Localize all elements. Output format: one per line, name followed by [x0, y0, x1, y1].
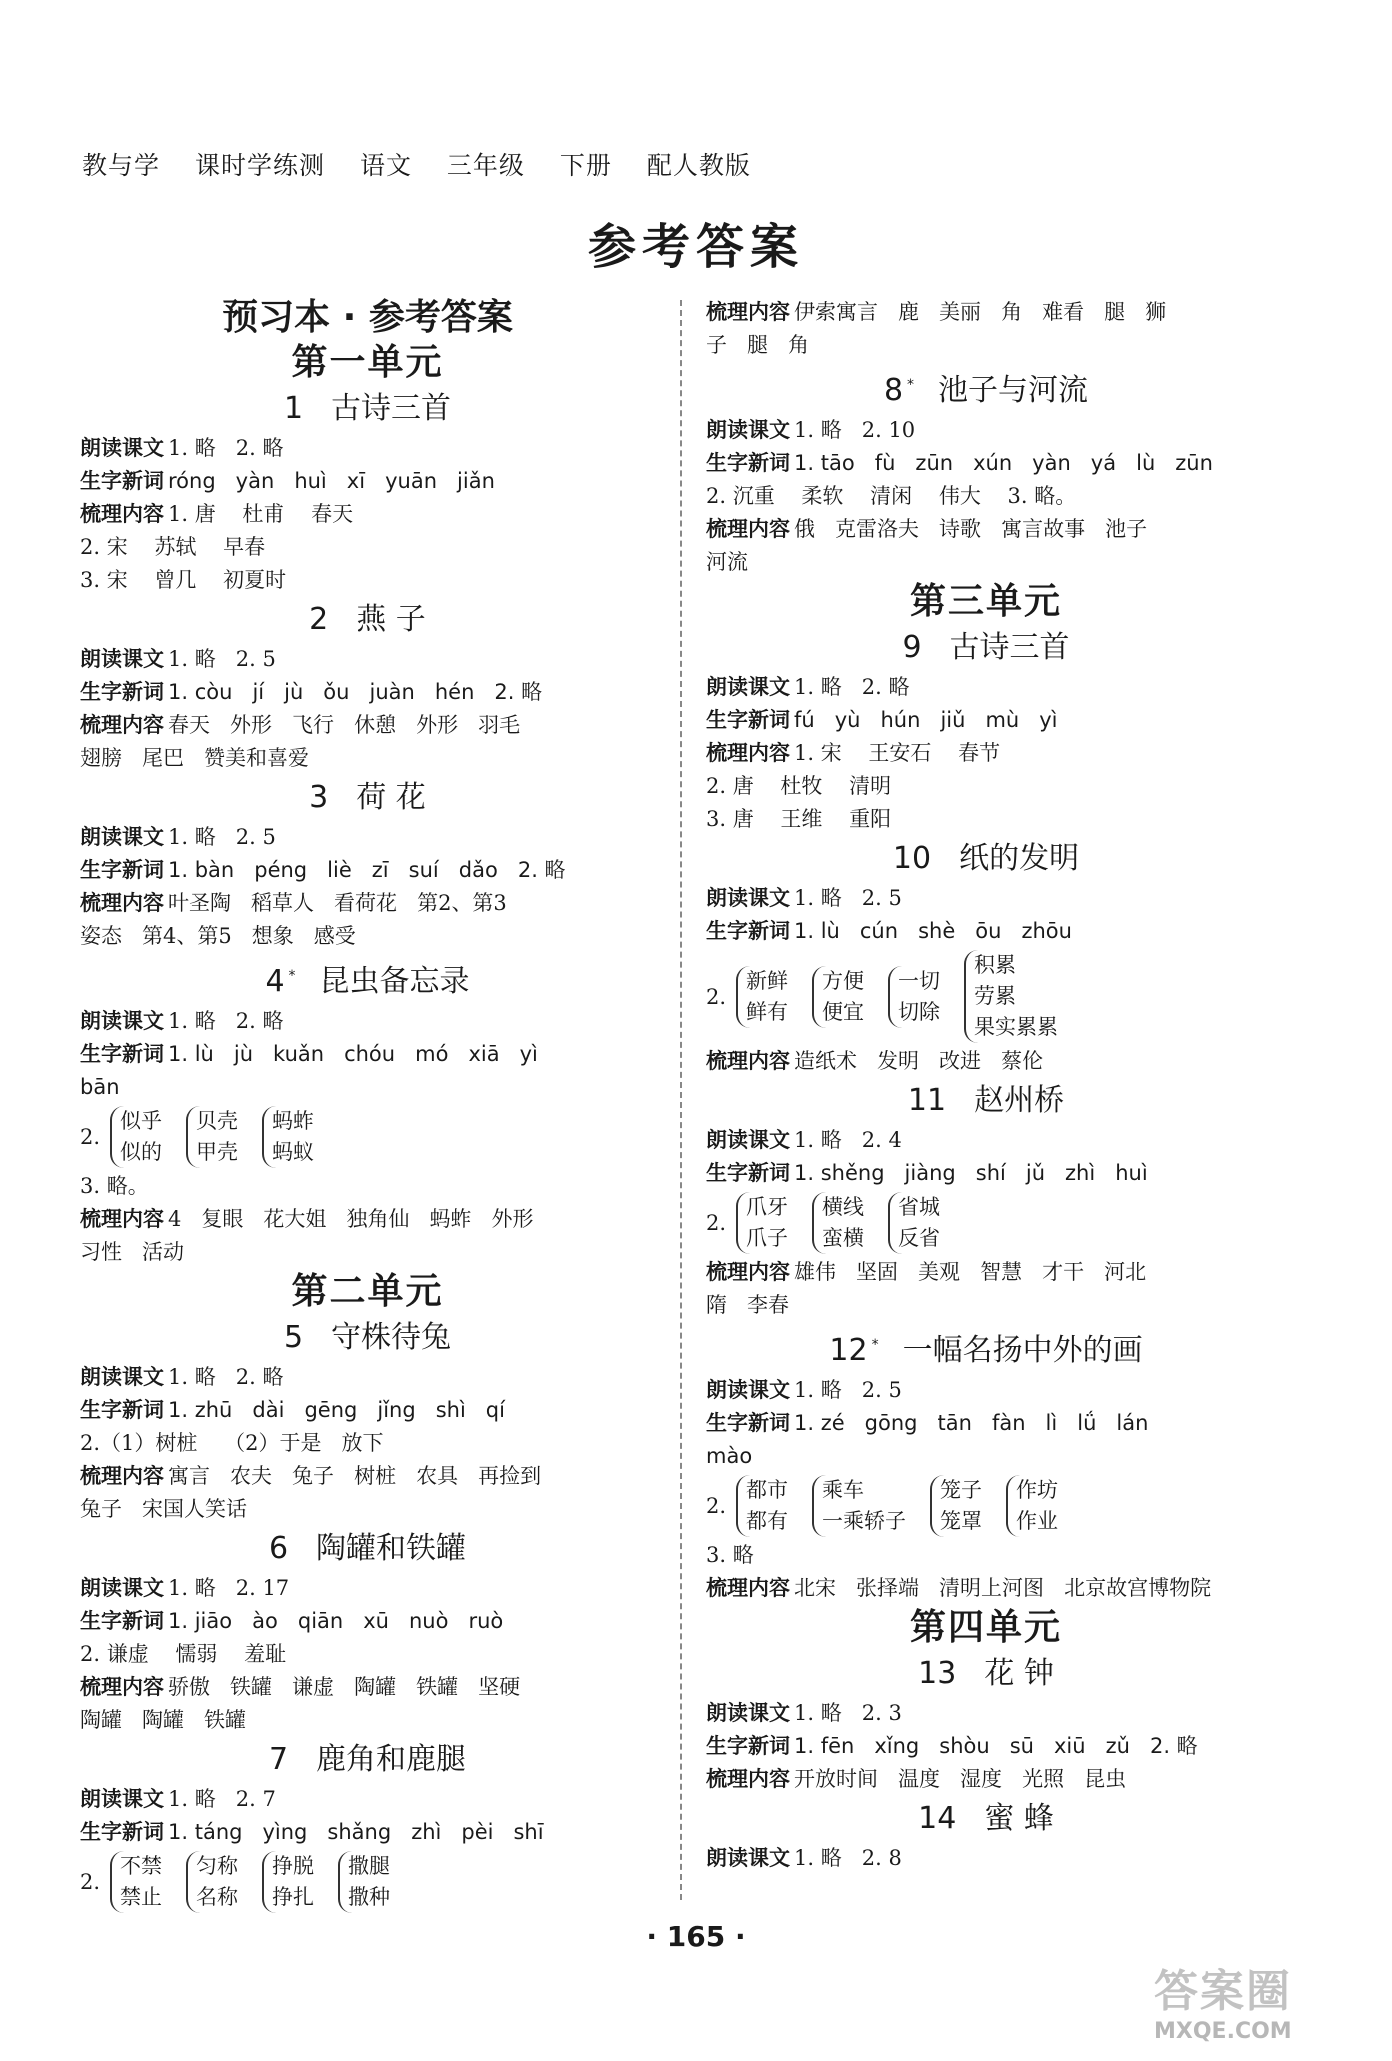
answer: 1. 略 2. 8 [794, 1846, 902, 1870]
answer: 骄傲 铁罐 谦虚 陶罐 铁罐 坚硬 [168, 1675, 521, 1699]
answer-line [706, 1842, 1266, 1875]
label: 梳理内容 [706, 1260, 790, 1284]
optional-mark: * [288, 968, 296, 984]
answer: 1. 略 2. 7 [168, 1787, 276, 1811]
word-group [888, 966, 940, 1028]
answer: 1. 略 2. 略 [794, 675, 910, 699]
answer-line [706, 414, 1266, 447]
answer: 1. táng yìng shǎng zhì pèi shī [168, 1820, 544, 1844]
lesson-name: 守株待兔 [331, 1320, 452, 1355]
label: 朗读课文 [706, 418, 790, 442]
label: 朗读课文 [80, 825, 164, 849]
answer-line [80, 1203, 655, 1236]
section-title: 预习本 · 参考答案 [222, 297, 513, 338]
answer-line [80, 854, 655, 887]
lesson-number: 1 [283, 391, 304, 426]
header-part: 配人教版 [646, 151, 751, 180]
word: 鲜有 [746, 999, 789, 1024]
right-column [706, 296, 1266, 1875]
answer: 1. 宋 王安石 春节 [794, 741, 1001, 765]
answer-line [80, 821, 655, 854]
word: 果实累累 [974, 1015, 1059, 1039]
lesson-number: 12 [829, 1333, 868, 1368]
lesson-number: 8 [883, 373, 904, 408]
label: 生字新词 [706, 1411, 790, 1435]
label: 梳理内容 [80, 1675, 164, 1699]
answer-line: 3. 唐 王维 重阳 [706, 807, 892, 831]
word: 都有 [746, 1509, 789, 1533]
header-part: 下册 [559, 151, 612, 180]
answer-line [80, 887, 655, 920]
page-number: · 165 · [646, 1920, 746, 1953]
label: 朗读课文 [80, 1787, 164, 1811]
header-part: 语文 [359, 151, 412, 180]
answer: 1. 略 2. 10 [794, 418, 916, 442]
lesson-number: 13 [918, 1656, 957, 1691]
label: 梳理内容 [80, 713, 164, 737]
answer: 1. 略 2. 5 [794, 1378, 902, 1402]
label: 生字新词 [80, 469, 164, 493]
label: 朗读课文 [80, 436, 164, 460]
lesson-title [706, 364, 1266, 412]
word: 劳累 [974, 984, 1017, 1008]
word-group [262, 1106, 314, 1168]
answer: 1. shěng jiàng shí jǔ zhì huì [794, 1161, 1148, 1185]
answer-line [706, 1572, 1266, 1605]
word-group [812, 966, 864, 1028]
lesson-number: 11 [907, 1083, 947, 1118]
word-group [964, 950, 1058, 1043]
label: 朗读课文 [80, 647, 164, 671]
answer: 俄 克雷洛夫 诗歌 寓言故事 池子 [794, 517, 1148, 541]
answer-line [80, 1783, 655, 1816]
answer-line [80, 676, 655, 709]
label: 朗读课文 [80, 1365, 164, 1389]
answer-line: 习性 活动 [80, 1240, 185, 1264]
answer-line [80, 1005, 655, 1038]
answer-line [706, 1730, 1266, 1763]
item-index: 2. [706, 984, 727, 1009]
answer: 1. 略 2. 5 [168, 647, 276, 671]
answer-line [80, 643, 655, 676]
answer: 1. fēn xǐng shòu sū xiū zǔ 2. 略 [794, 1734, 1198, 1758]
lesson-name: 池子与河流 [938, 373, 1089, 408]
lesson-title [80, 599, 655, 641]
unit-title: 第二单元 [291, 1271, 444, 1312]
answer-line [706, 1374, 1266, 1407]
lesson-title [706, 627, 1266, 669]
answer-line: 2. 宋 苏轼 早春 [80, 535, 266, 559]
lesson-number: 9 [902, 630, 922, 665]
word: 作坊 [1016, 1478, 1059, 1502]
answer: 1. lù cún shè ōu zhōu [794, 919, 1072, 943]
label: 梳理内容 [706, 1767, 790, 1791]
answer-line [706, 513, 1266, 546]
word-groups [706, 1475, 1266, 1537]
label: 梳理内容 [706, 741, 790, 765]
answer-line [706, 1256, 1266, 1289]
lesson-name: 纸的发明 [959, 841, 1080, 876]
word: 禁止 [120, 1885, 163, 1909]
word-group [110, 1851, 162, 1913]
word: 省城 [898, 1195, 941, 1219]
label: 朗读课文 [80, 1576, 164, 1600]
label: 梳理内容 [80, 1464, 164, 1488]
label: 生字新词 [706, 1734, 790, 1758]
word-group [736, 966, 788, 1028]
answer: 1. zhū dài gēng jǐng shì qí [168, 1398, 505, 1422]
lesson-title [80, 1528, 655, 1570]
lesson-name: 燕 子 [356, 602, 426, 637]
word-group [888, 1192, 940, 1254]
lesson-title [80, 1739, 655, 1781]
answer-line: 陶罐 陶罐 铁罐 [80, 1708, 247, 1732]
label: 生字新词 [80, 858, 164, 882]
answer: 1. lù jù kuǎn chóu mó xiā yì [168, 1042, 538, 1066]
item-index: 2. [706, 1494, 727, 1518]
word-group [1006, 1475, 1058, 1537]
answer: 1. 略 2. 略 [168, 436, 284, 460]
label: 生字新词 [80, 1609, 164, 1633]
answer-line [706, 1763, 1266, 1796]
lesson-number: 6 [268, 1531, 289, 1566]
answer-line [80, 1460, 655, 1493]
answer-line [80, 1361, 655, 1394]
label: 梳理内容 [80, 502, 164, 526]
answer-line: 翅膀 尾巴 赞美和喜爱 [80, 746, 310, 770]
header-part: 教与学 [82, 151, 161, 180]
answer-line: 2. 沉重 柔软 清闲 伟大 3. 略。 [706, 484, 1077, 508]
answer-line: 3. 略 [706, 1543, 754, 1567]
item-index: 2. [80, 1125, 101, 1149]
lesson-number: 3 [309, 780, 329, 815]
answer-line [706, 704, 1266, 737]
lesson-name: 赵州桥 [974, 1083, 1065, 1118]
answer-line [706, 1157, 1266, 1190]
lesson-name: 陶罐和铁罐 [316, 1531, 467, 1566]
word: 似乎 [120, 1109, 163, 1133]
word: 撒腿 [348, 1854, 391, 1878]
answer: 1. 略 2. 略 [168, 1365, 284, 1389]
answer: 1. bàn péng liè zī suí dǎo 2. 略 [168, 858, 566, 882]
lesson-title [706, 1080, 1266, 1122]
label: 生字新词 [706, 708, 790, 732]
word: 贝壳 [196, 1109, 239, 1133]
label: 生字新词 [80, 1398, 164, 1422]
word: 蚂蚱 [272, 1109, 315, 1133]
word-group [110, 1106, 162, 1168]
word: 不禁 [120, 1854, 163, 1878]
label: 生字新词 [80, 1820, 164, 1844]
lesson-number: 7 [268, 1742, 289, 1777]
word: 新鲜 [746, 968, 789, 993]
item-index: 2. [80, 1870, 101, 1894]
word-group [186, 1106, 238, 1168]
answer-line [80, 1572, 655, 1605]
label: 朗读课文 [80, 1009, 164, 1033]
word: 爪子 [746, 1226, 789, 1250]
label: 梳理内容 [706, 1049, 790, 1073]
word: 爪牙 [746, 1195, 789, 1219]
lesson-name: 花 钟 [984, 1656, 1054, 1691]
word: 挣扎 [272, 1885, 315, 1909]
label: 梳理内容 [706, 300, 790, 324]
answer: 北宋 张择端 清明上河图 北京故宫博物院 [794, 1576, 1212, 1600]
lesson-title [706, 1324, 1266, 1372]
answer-line: 3. 略。 [80, 1174, 149, 1198]
lesson-number: 5 [283, 1320, 304, 1355]
answer-line: 隋 李春 [706, 1293, 790, 1317]
word-groups [80, 1106, 655, 1168]
answer-line: 2.（1）树桩 （2）于是 放下 [80, 1431, 384, 1455]
word: 积累 [974, 953, 1017, 977]
answer-line [80, 1671, 655, 1704]
answer: 1. jiāo ào qiān xū nuò ruò [168, 1609, 504, 1633]
word-group [186, 1851, 238, 1913]
word-group [736, 1475, 788, 1537]
unit-title: 第一单元 [291, 342, 444, 383]
lesson-number: 4 [265, 964, 285, 999]
word: 便宜 [822, 999, 865, 1024]
answer-line [706, 1697, 1266, 1730]
answer: róng yàn huì xī yuān jiǎn [168, 469, 495, 493]
lesson-number: 14 [918, 1801, 957, 1836]
label: 梳理内容 [706, 1576, 790, 1600]
answer: 1. 略 2. 4 [794, 1128, 902, 1152]
lesson-name: 昆虫备忘录 [319, 964, 470, 999]
label: 生字新词 [706, 1161, 790, 1185]
word-groups [80, 1851, 655, 1913]
answer: 4 复眼 花大姐 独角仙 蚂蚱 外形 [168, 1207, 534, 1231]
answer-line: 姿态 第4、第5 想象 感受 [80, 924, 356, 948]
main-title: 参考答案 [587, 219, 804, 275]
lesson-name: 鹿角和鹿腿 [316, 1742, 467, 1777]
answer-line: 兔子 宋国人笑话 [80, 1497, 248, 1521]
label: 生字新词 [706, 919, 790, 943]
label: 朗读课文 [706, 886, 790, 910]
word: 笼罩 [940, 1509, 983, 1533]
word: 蚂蚁 [272, 1140, 315, 1164]
answer-line [80, 1394, 655, 1427]
answer-line [80, 709, 655, 742]
word: 一乘轿子 [822, 1509, 907, 1533]
answer-line [80, 465, 655, 498]
lesson-name: 蜜 蜂 [984, 1801, 1054, 1836]
answer-line [706, 1407, 1266, 1440]
word: 似的 [120, 1140, 163, 1164]
answer-line [80, 1816, 655, 1849]
optional-mark: * [907, 377, 915, 393]
answer-line [80, 1605, 655, 1638]
answer: 1. 略 2. 17 [168, 1576, 290, 1600]
word: 作业 [1016, 1509, 1059, 1533]
answer-line [706, 915, 1266, 948]
word: 切除 [898, 999, 941, 1024]
lesson-title [706, 1653, 1266, 1695]
answer: fú yù hún jiǔ mù yì [794, 708, 1058, 732]
answer: 雄伟 坚固 美观 智慧 才干 河北 [794, 1260, 1147, 1284]
word-group [812, 1192, 864, 1254]
answer-line [706, 447, 1266, 480]
lesson-number: 2 [309, 602, 329, 637]
word: 挣脱 [272, 1854, 315, 1878]
word: 蛮横 [822, 1226, 865, 1250]
answer-line: 3. 宋 曾几 初夏时 [80, 568, 287, 592]
unit-title: 第三单元 [909, 581, 1062, 622]
answer: 开放时间 温度 湿度 光照 昆虫 [794, 1767, 1127, 1791]
watermark-logo [1154, 1955, 1374, 2044]
label: 朗读课文 [706, 1701, 790, 1725]
answer-line [80, 1038, 655, 1071]
answer: 造纸术 发明 改进 蔡伦 [794, 1049, 1044, 1073]
answer: 1. còu jí jù ǒu juàn hén 2. 略 [168, 680, 543, 704]
label: 生字新词 [706, 451, 790, 475]
answer: 1. zé gōng tān fàn lì lǘ lán [794, 1411, 1149, 1435]
lesson-title [80, 955, 655, 1003]
lesson-name: 一幅名扬中外的画 [902, 1333, 1143, 1368]
label: 梳理内容 [80, 891, 164, 915]
word: 甲壳 [196, 1140, 239, 1164]
word: 反省 [898, 1226, 941, 1250]
lesson-title [80, 777, 655, 819]
answer-line [80, 432, 655, 465]
label: 生字新词 [80, 680, 164, 704]
header-part: 课时学练测 [194, 151, 325, 180]
word: 撒种 [348, 1885, 391, 1909]
label: 朗读课文 [706, 1846, 790, 1870]
answer-line: 子 腿 角 [706, 333, 810, 357]
answer: 叶圣陶 稻草人 看荷花 第2、第3 [168, 891, 507, 915]
answer: 1. 略 2. 5 [794, 886, 902, 910]
lesson-title [706, 838, 1266, 880]
word: 横线 [822, 1195, 865, 1219]
answer: 1. 略 2. 略 [168, 1009, 284, 1033]
lesson-name: 古诗三首 [949, 630, 1070, 665]
column-divider [680, 300, 682, 1900]
answer-line [706, 737, 1266, 770]
word-groups [706, 950, 1266, 1043]
left-column [80, 296, 655, 1915]
item-index: 2. [706, 1211, 727, 1235]
word: 笼子 [940, 1478, 983, 1502]
label: 梳理内容 [706, 517, 790, 541]
word: 都市 [746, 1478, 789, 1502]
watermark-logo-text: 答案圈 [1154, 1966, 1292, 2017]
answer-line: bān [80, 1075, 120, 1099]
answer-line [706, 882, 1266, 915]
word-group [736, 1192, 788, 1254]
word: 乘车 [822, 1478, 865, 1502]
word-group [338, 1851, 390, 1913]
answer-line: mào [706, 1444, 753, 1468]
lesson-name: 古诗三首 [331, 391, 452, 426]
answer: 1. tāo fù zūn xún yàn yá lù zūn [794, 451, 1213, 475]
lesson-title [80, 1317, 655, 1359]
answer-line [80, 498, 655, 531]
answer: 春天 外形 飞行 休憩 外形 羽毛 [168, 713, 521, 737]
word: 名称 [196, 1885, 239, 1909]
book-header [82, 146, 777, 182]
word-group [812, 1475, 906, 1537]
optional-mark: * [871, 1337, 879, 1353]
label: 朗读课文 [706, 1378, 790, 1402]
answer-line: 河流 [706, 550, 748, 574]
answer-line [706, 1045, 1266, 1078]
answer-line: 2. 唐 杜牧 清明 [706, 774, 892, 798]
unit-title: 第四单元 [909, 1607, 1062, 1648]
word-groups [706, 1192, 1266, 1254]
answer: 寓言 农夫 兔子 树桩 农具 再捡到 [168, 1464, 542, 1488]
lesson-title [80, 388, 655, 430]
word-group [930, 1475, 982, 1537]
label: 梳理内容 [80, 1207, 164, 1231]
lesson-title [706, 1798, 1266, 1840]
label: 朗读课文 [706, 675, 790, 699]
word: 一切 [898, 968, 941, 993]
answer-line: 2. 谦虚 懦弱 羞耻 [80, 1642, 287, 1666]
word-group [262, 1851, 314, 1913]
word: 方便 [822, 968, 865, 993]
lesson-number: 10 [892, 841, 932, 876]
label: 朗读课文 [706, 1128, 790, 1152]
watermark-site: MXQE.COM [1154, 2019, 1292, 2044]
answer-line [706, 671, 1266, 704]
answer: 1. 略 2. 5 [168, 825, 276, 849]
answer: 1. 唐 杜甫 春天 [168, 502, 354, 526]
header-part: 三年级 [446, 151, 525, 180]
answer-line [706, 296, 1266, 329]
label: 生字新词 [80, 1042, 164, 1066]
answer: 伊索寓言 鹿 美丽 角 难看 腿 狮 [794, 300, 1167, 324]
word: 匀称 [196, 1854, 239, 1878]
answer: 1. 略 2. 3 [794, 1701, 902, 1725]
answer-line [706, 1124, 1266, 1157]
lesson-name: 荷 花 [356, 780, 426, 815]
